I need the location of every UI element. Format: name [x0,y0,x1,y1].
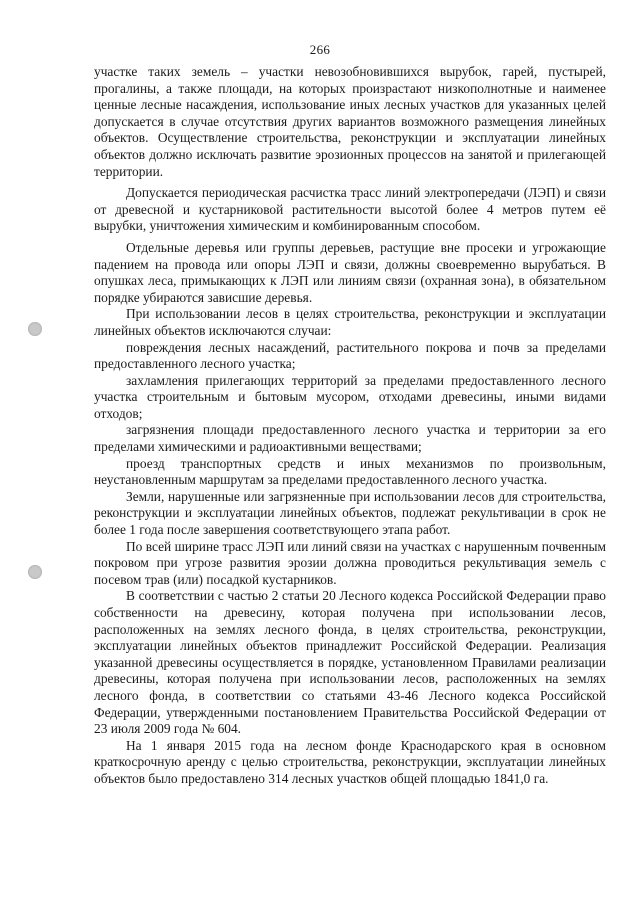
paragraph: Допускается периодическая расчистка трасс линий электропередачи (ЛЭП) и связи от древесной и кустарниковой растительности высотой более 4 метров путем её вырубки, уничтожения химическим и комбинированным способом. [94,185,606,234]
binder-hole-mark [28,565,42,579]
paragraph: На 1 января 2015 года на лесном фонде Краснодарского края в основном краткосрочную аренду с целью строительства, реконструкции, эксплуатации линейных объектов было предоставлено 314 лесных участков общей площадью 1841,0 га. [94,737,606,786]
paragraph: При использовании лесов в целях строительства, реконструкции и эксплуатации линейных объектов исключаются случаи: [94,306,606,338]
binder-hole-mark [28,322,42,336]
list-item: захламления прилегающих территорий за пределами предоставленного лесного участка строительным и бытовым мусором, отходами древесины, иными видами отходов; [94,372,606,421]
page-number: 266 [309,42,331,57]
paragraph: Отдельные деревья или группы деревьев, растущие вне просеки и угрожающие падением на провода или опоры ЛЭП и связи, должны своевременно вырубаться. В опушках леса, примыкающих к ЛЭП или линиям связи (охранная зона), в обязательном порядке убираются зависшие деревья. [94,239,606,305]
paragraph: По всей ширине трасс ЛЭП или линий связи на участках с нарушенным почвенным покровом при угрозе развития эрозии должна проводиться рекультивация земель с посевом трав (или) посадкой кустарников. [94,538,606,587]
list-item: проезд транспортных средств и иных механизмов по произвольным, неустановленным маршрутам за пределами предоставленного лесного участка. [94,455,606,488]
document-body [94,64,606,788]
paragraph: В соответствии с частью 2 статьи 20 Лесного кодекса Российской Федерации право собственности на древесину, которая получена при использовании лесов, расположенных на землях лесного фонда, в целях строительства, реконструкции, эксплуатации линейных объектов принадлежит Российской Федерации. Реализация указанной древесины осуществляется в порядке, установленном Правилами реализации древесины, которая получена при использовании лесов, расположенных на землях лесного фонда, в соответствии со статьями 43-46 Лесного кодекса Российской Федерации, утвержденными постановлением Правительства Российской Федерации от 23 июля 2009 года № 604. [94,588,606,737]
paragraph: Земли, нарушенные или загрязненные при использовании лесов для строительства, реконструкции и эксплуатации линейных объектов, подлежат рекультивации в срок не более 1 года после завершения соответствующего этапа работ. [94,488,606,538]
list-item: загрязнения площади предоставленного лесного участка и территории за его пределами химическими и радиоактивными веществами; [94,422,606,455]
paragraph: участке таких земель – участки невозобновившихся вырубок, гарей, пустырей, прогалины, а также площади, на которых произрастают низкополнотные и наименее ценные лесные насаждения, использование иных лесных участков для указанных целей допускается в случае отсутствия других вариантов возможного размещения линейных объектов. Осуществление строительства, реконструкции и эксплуатации линейных объектов должно исключать развитие эрозионных процессов на занятой и прилегающей территории. [94,64,606,179]
list-item: повреждения лесных насаждений, растительного покрова и почв за пределами предоставленного лесного участка; [94,339,606,372]
